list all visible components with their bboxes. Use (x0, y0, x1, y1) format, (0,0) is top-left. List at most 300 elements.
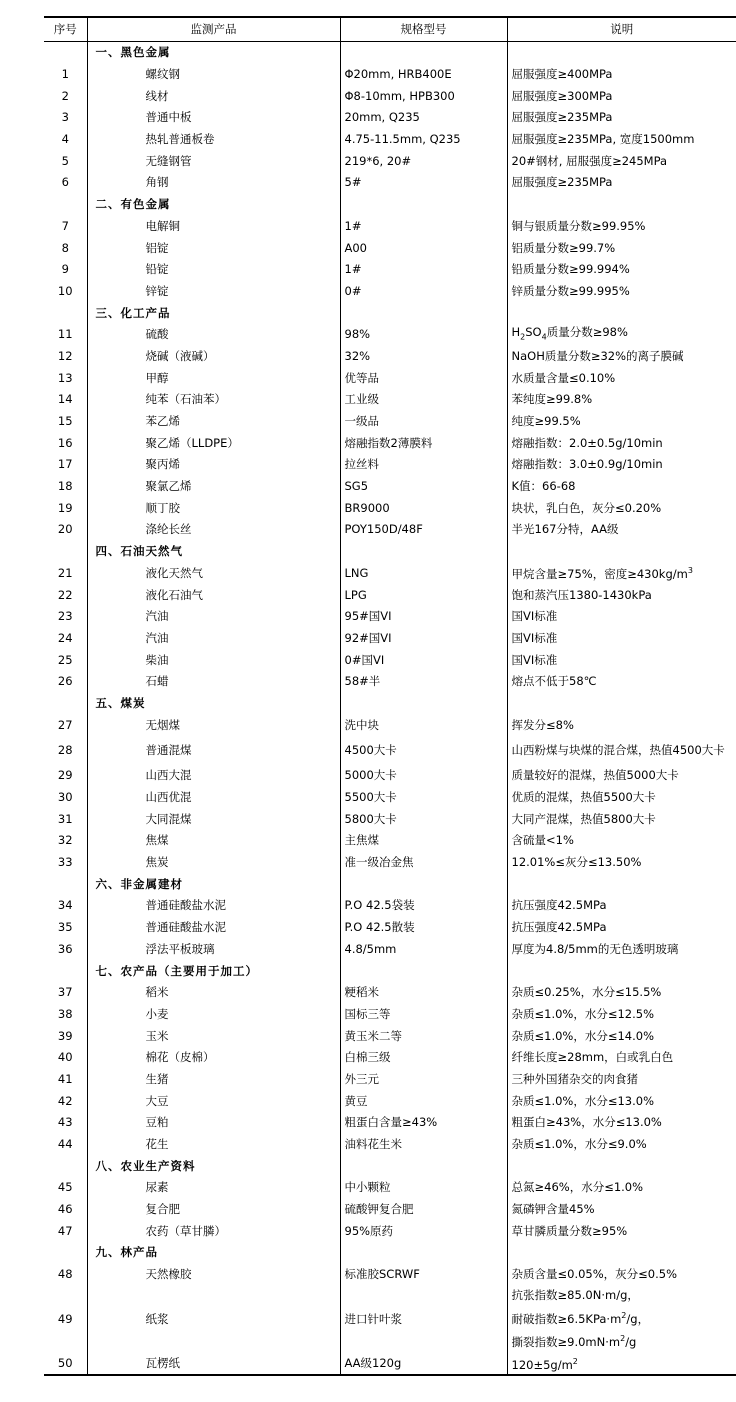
row-number: 29 (57, 768, 73, 783)
table-row (44, 107, 736, 129)
product-spec: BR9000 (340, 497, 507, 519)
product-name: 花生 (87, 1133, 340, 1155)
table-row (44, 1046, 736, 1068)
product-spec: Φ20mm, HRB400E (340, 63, 507, 85)
section-note-cell (507, 873, 736, 895)
section-note-cell (507, 41, 736, 63)
product-spec: 白棉三级 (340, 1046, 507, 1068)
table-row (44, 150, 736, 172)
product-spec: 5# (340, 172, 507, 194)
section-title: 六、非金属建材 (87, 873, 340, 895)
product-name: 汽油 (87, 627, 340, 649)
product-note: 总氮≥46%，水分≤1.0% (507, 1177, 736, 1199)
product-spec: 0#国VI (340, 649, 507, 671)
product-note: 大同产混煤，热值5800大卡 (507, 808, 736, 830)
row-number: 4 (61, 132, 69, 147)
table-row (44, 258, 736, 280)
section-note-cell (507, 302, 736, 324)
section-no-cell (44, 873, 87, 895)
section-note-cell (507, 540, 736, 562)
product-name: 复合肥 (87, 1198, 340, 1220)
row-number: 3 (61, 110, 69, 125)
product-note: 屈服强度≥300MPa (507, 85, 736, 107)
product-note: 铜与银质量分数≥99.95% (507, 215, 736, 237)
row-number: 45 (57, 1180, 73, 1195)
product-note: 熔融指数：3.0±0.9g/10min (507, 454, 736, 476)
product-spec: SG5 (340, 475, 507, 497)
section-no-cell (44, 1242, 87, 1264)
row-number: 41 (57, 1071, 73, 1086)
table-row (44, 714, 736, 736)
product-spec: P.O 42.5袋装 (340, 895, 507, 917)
row-number: 24 (57, 630, 73, 645)
row-number: 7 (61, 218, 69, 233)
product-spec: 国标三等 (340, 1003, 507, 1025)
product-note: 屈服强度≥235MPa, 宽度1500mm (507, 128, 736, 150)
product-note: 氮磷钾含量45% (507, 1198, 736, 1220)
product-spec: 洗中块 (340, 714, 507, 736)
product-spec: 95%原药 (340, 1220, 507, 1242)
table-row (44, 454, 736, 476)
section-title: 五、煤炭 (87, 692, 340, 714)
section-title: 八、农业生产资料 (87, 1155, 340, 1177)
product-spec: 4500大卡 (340, 736, 507, 765)
product-note: 苯纯度≥99.8% (507, 389, 736, 411)
section-spec-cell (340, 960, 507, 982)
section-note-cell (507, 960, 736, 982)
product-name: 普通混煤 (87, 736, 340, 765)
table-row (44, 649, 736, 671)
table-row (44, 808, 736, 830)
product-name: 大同混煤 (87, 808, 340, 830)
section-row (44, 193, 736, 215)
product-note: 熔融指数：2.0±0.5g/10min (507, 432, 736, 454)
row-number: 16 (57, 435, 73, 450)
row-number: 12 (57, 348, 73, 363)
product-name: 焦煤 (87, 830, 340, 852)
product-note: 杂质含量≤0.05%，灰分≤0.5% (507, 1263, 736, 1285)
product-name: 浮法平板玻璃 (87, 938, 340, 960)
row-number: 27 (57, 717, 73, 732)
row-number: 20 (57, 522, 73, 537)
section-spec-cell (340, 302, 507, 324)
section-no-cell (44, 302, 87, 324)
product-spec: 粳稻米 (340, 981, 507, 1003)
product-note: 水质量含量≤0.10% (507, 367, 736, 389)
product-spec: 油料花生米 (340, 1133, 507, 1155)
section-note-cell (507, 193, 736, 215)
table-row (44, 1112, 736, 1134)
product-note: 抗张指数≥85.0N·m/g， 耐破指数$\ge 6.5KPa\cdot m^2/g$， 撕裂指数$\ge 9.0mN\cdot m^2/g$ (507, 1285, 736, 1352)
product-note: 饱和蒸汽压1380-1430kPa (507, 584, 736, 606)
product-name: 无烟煤 (87, 714, 340, 736)
product-note: 挥发分≤8% (507, 714, 736, 736)
section-row (44, 41, 736, 63)
product-name: 聚氯乙烯 (87, 475, 340, 497)
product-spec: 92#国VI (340, 627, 507, 649)
product-name: 玉米 (87, 1025, 340, 1047)
product-note: 杂质≤1.0%，水分≤12.5% (507, 1003, 736, 1025)
product-name: 石蜡 (87, 670, 340, 692)
product-name: 苯乙烯 (87, 410, 340, 432)
table-row (44, 1068, 736, 1090)
product-note: 纯度≥99.5% (507, 410, 736, 432)
product-note: 草甘膦质量分数≥95% (507, 1220, 736, 1242)
product-name: 稻米 (87, 981, 340, 1003)
product-name: 纸浆 (87, 1285, 340, 1352)
product-spec: 5800大卡 (340, 808, 507, 830)
product-name: 烧碱（液碱） (87, 345, 340, 367)
row-number: 40 (57, 1050, 73, 1065)
section-spec-cell (340, 193, 507, 215)
product-name: 聚乙烯（LLDPE） (87, 432, 340, 454)
product-note: NaOH质量分数≥32%的离子膜碱 (507, 345, 736, 367)
row-number: 35 (57, 920, 73, 935)
section-note-cell (507, 1242, 736, 1264)
section-no-cell (44, 540, 87, 562)
row-number: 8 (61, 240, 69, 255)
product-spec: A00 (340, 237, 507, 259)
product-note: 铝质量分数≥99.7% (507, 237, 736, 259)
product-name: 涤纶长丝 (87, 519, 340, 541)
table-row (44, 345, 736, 367)
table-row (44, 280, 736, 302)
product-note: 屈服强度≥235MPa (507, 172, 736, 194)
row-number: 42 (57, 1093, 73, 1108)
product-spec: 5000大卡 (340, 765, 507, 787)
row-number: 47 (57, 1223, 73, 1238)
table-row (44, 1177, 736, 1199)
product-name: 铅锭 (87, 258, 340, 280)
table-row (44, 1263, 736, 1285)
section-spec-cell (340, 1155, 507, 1177)
product-name: 液化天然气 (87, 562, 340, 584)
section-spec-cell (340, 873, 507, 895)
product-note: 杂质≤1.0%，水分≤14.0% (507, 1025, 736, 1047)
product-spec: LPG (340, 584, 507, 606)
table-row (44, 497, 736, 519)
product-note: 粗蛋白≥43%，水分≤13.0% (507, 1112, 736, 1134)
product-note: 铅质量分数≥99.994% (507, 258, 736, 280)
product-note: 质量较好的混煤，热值5000大卡 (507, 765, 736, 787)
product-note: $H_2SO_4$质量分数≥98% (507, 323, 736, 345)
row-number: 10 (57, 283, 73, 298)
product-name: 线材 (87, 85, 340, 107)
table-row (44, 562, 736, 584)
product-name: 锌锭 (87, 280, 340, 302)
row-number: 25 (57, 652, 73, 667)
table-row (44, 736, 736, 765)
table-row (44, 895, 736, 917)
section-note-cell (507, 1155, 736, 1177)
row-number: 39 (57, 1028, 73, 1043)
row-number: 34 (57, 898, 73, 913)
section-no-cell (44, 41, 87, 63)
row-number: 38 (57, 1006, 73, 1021)
product-name: 液化石油气 (87, 584, 340, 606)
product-note: 优质的混煤，热值5500大卡 (507, 786, 736, 808)
product-spec: 标准胶SCRWF (340, 1263, 507, 1285)
row-number: 26 (57, 674, 73, 689)
product-name: 山西大混 (87, 765, 340, 787)
product-spec: 熔融指数2薄膜料 (340, 432, 507, 454)
row-number: 18 (57, 479, 73, 494)
table-row (44, 786, 736, 808)
section-title: 四、石油天然气 (87, 540, 340, 562)
table-row (44, 128, 736, 150)
product-spec: 黄玉米二等 (340, 1025, 507, 1047)
product-name: 纯苯（石油苯） (87, 389, 340, 411)
section-spec-cell (340, 692, 507, 714)
table-row (44, 1025, 736, 1047)
product-note: 12.01%≤灰分≤13.50% (507, 851, 736, 873)
section-row (44, 1155, 736, 1177)
table-row (44, 367, 736, 389)
product-note: 屈服强度≥400MPa (507, 63, 736, 85)
product-note: 杂质≤1.0%，水分≤13.0% (507, 1090, 736, 1112)
product-note: $120\pm 5g/m^2$ (507, 1352, 736, 1375)
product-note: 抗压强度42.5MPa (507, 916, 736, 938)
product-note: 国VI标准 (507, 649, 736, 671)
product-name: 生猪 (87, 1068, 340, 1090)
product-spec: 95#国VI (340, 605, 507, 627)
header-spec: 规格型号 (340, 17, 507, 41)
row-number: 1 (61, 67, 69, 82)
row-number: 9 (61, 262, 69, 277)
table-row (44, 1198, 736, 1220)
product-table (44, 16, 736, 1376)
product-name: 螺纹钢 (87, 63, 340, 85)
table-row (44, 938, 736, 960)
product-name: 普通硅酸盐水泥 (87, 916, 340, 938)
table-row (44, 1285, 736, 1352)
row-number: 31 (57, 811, 73, 826)
product-name: 柴油 (87, 649, 340, 671)
row-number: 17 (57, 457, 73, 472)
row-number: 36 (57, 941, 73, 956)
product-spec: 进口针叶浆 (340, 1285, 507, 1352)
row-number: 37 (57, 985, 73, 1000)
table-row (44, 323, 736, 345)
row-number: 13 (57, 370, 73, 385)
row-number: 14 (57, 392, 73, 407)
table-row (44, 830, 736, 852)
row-number: 22 (57, 587, 73, 602)
table-row (44, 670, 736, 692)
row-number: 5 (61, 153, 69, 168)
table-row (44, 1003, 736, 1025)
product-note: 厚度为4.8/5mm的无色透明玻璃 (507, 938, 736, 960)
section-title: 二、有色金属 (87, 193, 340, 215)
table-row (44, 519, 736, 541)
product-name: 铝锭 (87, 237, 340, 259)
product-note: 半光167分特，AA级 (507, 519, 736, 541)
product-spec: 准一级冶金焦 (340, 851, 507, 873)
product-spec: 优等品 (340, 367, 507, 389)
product-note: 含硫量<1% (507, 830, 736, 852)
row-number: 46 (57, 1202, 73, 1217)
section-title: 一、黑色金属 (87, 41, 340, 63)
table-row (44, 1090, 736, 1112)
product-note: 熔点不低于58℃ (507, 670, 736, 692)
product-spec: POY150D/48F (340, 519, 507, 541)
product-spec: 1# (340, 215, 507, 237)
section-no-cell (44, 193, 87, 215)
product-name: 焦炭 (87, 851, 340, 873)
product-note: 山西粉煤与块煤的混合煤，热值4500大卡 (507, 736, 736, 765)
product-note: 块状，乳白色，灰分≤0.20% (507, 497, 736, 519)
product-spec: P.O 42.5散装 (340, 916, 507, 938)
table-row (44, 981, 736, 1003)
product-spec: 工业级 (340, 389, 507, 411)
product-note: 抗压强度42.5MPa (507, 895, 736, 917)
table-row (44, 916, 736, 938)
table-row (44, 765, 736, 787)
table-row (44, 1352, 736, 1375)
table-row (44, 627, 736, 649)
table-row (44, 215, 736, 237)
table-row (44, 63, 736, 85)
row-number: 6 (61, 175, 69, 190)
product-spec: 58#半 (340, 670, 507, 692)
product-name: 豆粕 (87, 1112, 340, 1134)
table-row (44, 1133, 736, 1155)
product-name: 电解铜 (87, 215, 340, 237)
row-number: 2 (61, 88, 69, 103)
section-spec-cell (340, 1242, 507, 1264)
product-spec: 粗蛋白含量≥43% (340, 1112, 507, 1134)
section-title: 九、林产品 (87, 1242, 340, 1264)
row-number: 43 (57, 1115, 73, 1130)
section-row (44, 1242, 736, 1264)
table-row (44, 389, 736, 411)
table-row (44, 85, 736, 107)
section-row (44, 302, 736, 324)
product-note: 杂质≤0.25%，水分≤15.5% (507, 981, 736, 1003)
product-spec: 0# (340, 280, 507, 302)
product-name: 普通硅酸盐水泥 (87, 895, 340, 917)
table-row (44, 851, 736, 873)
product-spec: 20mm, Q235 (340, 107, 507, 129)
product-name: 顺丁胶 (87, 497, 340, 519)
product-spec: 32% (340, 345, 507, 367)
row-number: 15 (57, 414, 73, 429)
product-spec: 4.8/5mm (340, 938, 507, 960)
product-spec: AA级120g (340, 1352, 507, 1375)
product-note: 甲烷含量≥75%，密度$\ge 430kg/m^3$ (507, 562, 736, 584)
product-spec: 硫酸钾复合肥 (340, 1198, 507, 1220)
table-header (44, 17, 736, 41)
table-row (44, 237, 736, 259)
row-number: 32 (57, 833, 73, 848)
product-name: 农药（草甘膦） (87, 1220, 340, 1242)
section-row (44, 692, 736, 714)
table-body (44, 41, 736, 1375)
section-no-cell (44, 1155, 87, 1177)
header-note: 说明 (507, 17, 736, 41)
product-note: 杂质≤1.0%，水分≤9.0% (507, 1133, 736, 1155)
section-spec-cell (340, 41, 507, 63)
row-number: 49 (57, 1311, 73, 1326)
table-row (44, 584, 736, 606)
section-title: 三、化工产品 (87, 302, 340, 324)
product-name: 山西优混 (87, 786, 340, 808)
product-name: 大豆 (87, 1090, 340, 1112)
product-note: 屈服强度≥235MPa (507, 107, 736, 129)
product-spec: 5500大卡 (340, 786, 507, 808)
product-note: 20#钢材, 屈服强度≥245MPa (507, 150, 736, 172)
product-note: 纤维长度≥28mm，白或乳白色 (507, 1046, 736, 1068)
row-number: 48 (57, 1267, 73, 1282)
product-name: 尿素 (87, 1177, 340, 1199)
section-title: 七、农产品（主要用于加工） (87, 960, 340, 982)
row-number: 44 (57, 1137, 73, 1152)
product-spec: LNG (340, 562, 507, 584)
row-number: 19 (57, 500, 73, 515)
product-note: 锌质量分数≥99.995% (507, 280, 736, 302)
product-spec: 拉丝料 (340, 454, 507, 476)
row-number: 11 (57, 327, 73, 342)
product-name: 聚丙烯 (87, 454, 340, 476)
table-row (44, 432, 736, 454)
header-no: 序号 (44, 17, 87, 41)
section-no-cell (44, 960, 87, 982)
product-name: 瓦楞纸 (87, 1352, 340, 1375)
section-row (44, 873, 736, 895)
product-name: 棉花（皮棉） (87, 1046, 340, 1068)
product-name: 硫酸 (87, 323, 340, 345)
product-name: 甲醇 (87, 367, 340, 389)
table-row (44, 605, 736, 627)
product-name: 小麦 (87, 1003, 340, 1025)
product-note: 国VI标准 (507, 605, 736, 627)
product-note: 国VI标准 (507, 627, 736, 649)
product-spec: 4.75-11.5mm, Q235 (340, 128, 507, 150)
product-spec: 外三元 (340, 1068, 507, 1090)
product-spec: 黄豆 (340, 1090, 507, 1112)
row-number: 21 (57, 565, 73, 580)
row-number: 23 (57, 609, 73, 624)
row-number: 30 (57, 790, 73, 805)
product-spec: 主焦煤 (340, 830, 507, 852)
section-no-cell (44, 692, 87, 714)
section-note-cell (507, 692, 736, 714)
product-spec: 中小颗粒 (340, 1177, 507, 1199)
product-name: 天然橡胶 (87, 1263, 340, 1285)
product-name: 热轧普通板卷 (87, 128, 340, 150)
product-table-container (44, 16, 736, 1376)
product-spec: Φ8-10mm, HPB300 (340, 85, 507, 107)
table-row (44, 410, 736, 432)
section-row (44, 960, 736, 982)
row-number: 33 (57, 855, 73, 870)
section-row (44, 540, 736, 562)
header-product: 监测产品 (87, 17, 340, 41)
product-name: 普通中板 (87, 107, 340, 129)
product-note: K值：66-68 (507, 475, 736, 497)
section-spec-cell (340, 540, 507, 562)
product-name: 汽油 (87, 605, 340, 627)
row-number: 28 (57, 743, 73, 757)
table-row (44, 172, 736, 194)
product-name: 无缝钢管 (87, 150, 340, 172)
product-spec: 一级品 (340, 410, 507, 432)
product-spec: 1# (340, 258, 507, 280)
table-row (44, 1220, 736, 1242)
product-spec: 219*6, 20# (340, 150, 507, 172)
row-number: 50 (44, 1352, 87, 1375)
product-name: 角钢 (87, 172, 340, 194)
